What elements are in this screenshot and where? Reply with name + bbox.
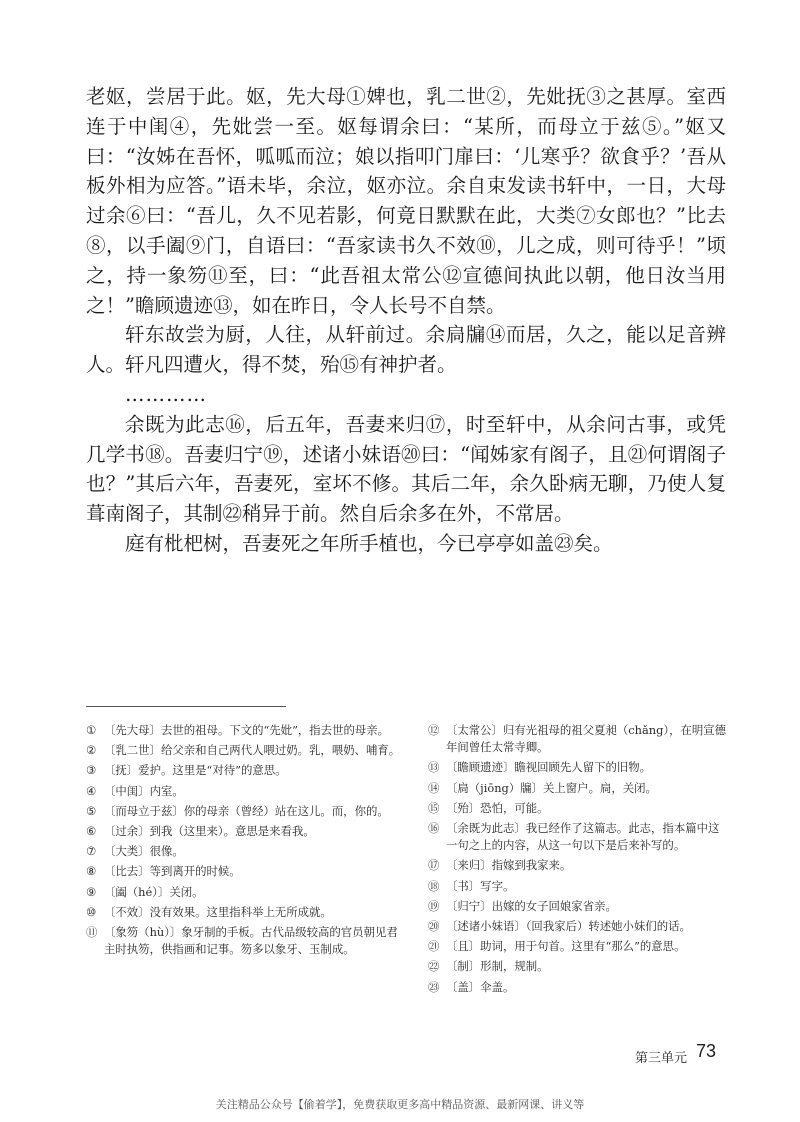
- note-number: ⑭: [428, 780, 440, 795]
- note-item: [428, 857, 728, 874]
- note-item: [86, 843, 404, 860]
- note-number: ②: [86, 743, 97, 758]
- note-item: [428, 820, 728, 854]
- note-item: [86, 762, 404, 779]
- note-number: ㉓: [428, 979, 440, 994]
- watermark-text: 关注精品公众号【偷着学】，免费获取更多高中精品资源、最新网课、讲义等: [215, 1098, 585, 1111]
- note-item: [428, 800, 728, 817]
- note-item: [428, 979, 728, 996]
- note-item: [428, 780, 728, 797]
- note-number: ⑥: [86, 824, 97, 839]
- note-number: ㉑: [428, 939, 440, 954]
- notes-left-column: [86, 722, 404, 961]
- note-number: ⑮: [428, 800, 440, 815]
- note-number: ⑫: [428, 723, 440, 737]
- note-text: 〔不效〕没有效果。这里指科举上无所成就。: [104, 904, 332, 919]
- note-text: 〔来归〕指嫁到我家来。: [446, 858, 572, 873]
- note-text: 〔归宁〕出嫁的女子回娘家省亲。: [446, 898, 617, 913]
- note-text: 〔中闺〕内室。: [104, 783, 184, 798]
- note-number: ⑦: [86, 844, 97, 859]
- note-item: [86, 863, 404, 880]
- note-number: ①: [86, 723, 97, 737]
- omission-mark: …………: [125, 382, 207, 406]
- note-number: ③: [86, 763, 97, 778]
- note-number: ⑲: [428, 898, 440, 913]
- note-text: 〔余既为此志〕我已经作了这篇志。此志，指本篇中这一句之上的内容，从这一句以下是后来补写的。: [446, 821, 720, 853]
- note-text: 〔扃（jiōng）牖〕关上窗户。扃，关闭。: [446, 780, 657, 795]
- note-text: 〔象笏（hù）〕象牙制的手板。古代品级较高的官员朝见君主时执笏，供指画和记事。笏多以象牙、玉制成。: [104, 925, 398, 957]
- note-text: 〔阖（hé）〕关闭。: [104, 884, 204, 899]
- note-number: ⑪: [86, 925, 98, 940]
- note-text: 〔太常公〕归有光祖母的祖父夏昶（chǎng），在明宣德年间曾任太常寺卿。: [446, 723, 727, 755]
- note-text: 〔且〕助词，用于句首。这里有“那么”的意思。: [446, 939, 686, 954]
- note-item: [86, 742, 404, 759]
- note-text: 〔书〕写字。: [446, 878, 515, 893]
- note-item: [428, 878, 728, 895]
- note-item: [428, 918, 728, 935]
- note-number: ⑤: [86, 803, 97, 818]
- note-number: ⑱: [428, 878, 440, 893]
- note-item: [86, 783, 404, 800]
- notes-divider: [86, 706, 286, 707]
- page-number: 73: [696, 1041, 717, 1061]
- note-item: [428, 958, 728, 975]
- unit-label: 第三单元: [635, 1051, 688, 1066]
- note-number: ⑬: [428, 760, 440, 775]
- note-item: [86, 803, 404, 820]
- note-item: [428, 722, 728, 756]
- paragraph-3: 余既为此志⑯，后五年，吾妻来归⑰，时至轩中，从余问古事，或凭几学书⑱。吾妻归宁⑲，述诸小妹语⑳曰：“闻姊家有阁子，且㉑何谓阁子也？”其后六年，吾妻死，室坏不修。其后二年，余久卧病无聊，乃使人复葺南阁子，其制㉒稍异于前。然自后余多在外，不常居。: [86, 412, 726, 526]
- main-text: [86, 82, 726, 559]
- notes-right-column: [428, 722, 728, 999]
- note-text: 〔过余〕到我（这里来）。意思是来看我。: [104, 824, 315, 839]
- note-text: 〔瞻顾遗迹〕瞻视回顾先人留下的旧物。: [446, 760, 652, 775]
- note-text: 〔述诸小妹语〕（回我家后）转述她小妹们的话。: [446, 919, 691, 934]
- note-item: [428, 898, 728, 915]
- note-number: ⑧: [86, 864, 97, 879]
- note-item: [86, 924, 404, 958]
- note-number: ⑨: [86, 884, 97, 899]
- note-number: ⑩: [86, 904, 97, 919]
- note-text: 〔大类〕很像。: [104, 844, 184, 859]
- note-text: 〔殆〕恐怕，可能。: [446, 800, 549, 815]
- note-item: [428, 759, 728, 776]
- note-number: ⑰: [428, 858, 440, 873]
- note-text: 〔制〕形制，规制。: [446, 959, 549, 974]
- note-item: [86, 884, 404, 901]
- note-item: [86, 722, 404, 739]
- note-number: ⑳: [428, 919, 440, 934]
- note-number: ㉒: [428, 959, 440, 974]
- note-number: ⑯: [428, 821, 440, 836]
- paragraph-4: 庭有枇杷树，吾妻死之年所手植也，今已亭亭如盖㉓矣。: [125, 531, 613, 555]
- note-text: 〔抚〕爱护。这里是“对待”的意思。: [104, 763, 287, 778]
- note-text: 〔乳二世〕给父亲和自己两代人喂过奶。乳，喂奶、哺育。: [104, 743, 401, 758]
- note-text: 〔盖〕伞盖。: [446, 979, 515, 994]
- note-item: [86, 904, 404, 921]
- note-item: [86, 823, 404, 840]
- note-text: 〔先大母〕去世的祖母。下文的“先妣”，指去世的母亲。: [104, 723, 390, 737]
- paragraph-1: 老妪，尝居于此。妪，先大母①婢也，乳二世②，先妣抚③之甚厚。室西连于中闺④，先妣尝一至。妪每谓余曰：“某所，而母立于兹⑤。”妪又曰：“汝姊在吾怀，呱呱而泣；娘以指叩门扉曰：‘儿寒乎？欲食乎？’吾从板外相为应答。”语未毕，余泣，妪亦泣。余自束发读书轩中，一日，大母过余⑥曰：“吾儿，久不见若影，何竟日默默在此，大类⑦女郎也？”比去⑧，以手阖⑨门，自语曰：“吾家读书久不效⑩，儿之成，则可待乎！”顷之，持一象笏⑪至，曰：“此吾祖太常公⑫宣德间执此以朝，他日汝当用之！”瞻顾遗迹⑬，如在昨日，令人长号不自禁。: [86, 85, 726, 317]
- note-text: 〔比去〕等到离开的时候。: [104, 864, 241, 879]
- note-number: ④: [86, 783, 97, 798]
- note-text: 〔而母立于兹〕你的母亲（曾经）站在这儿。而，你的。: [104, 803, 389, 818]
- note-item: [428, 938, 728, 955]
- paragraph-2: 轩东故尝为厨，人往，从轩前过。余扃牖⑭而居，久之，能以足音辨人。轩凡四遭火，得不焚，殆⑮有神护者。: [86, 323, 726, 377]
